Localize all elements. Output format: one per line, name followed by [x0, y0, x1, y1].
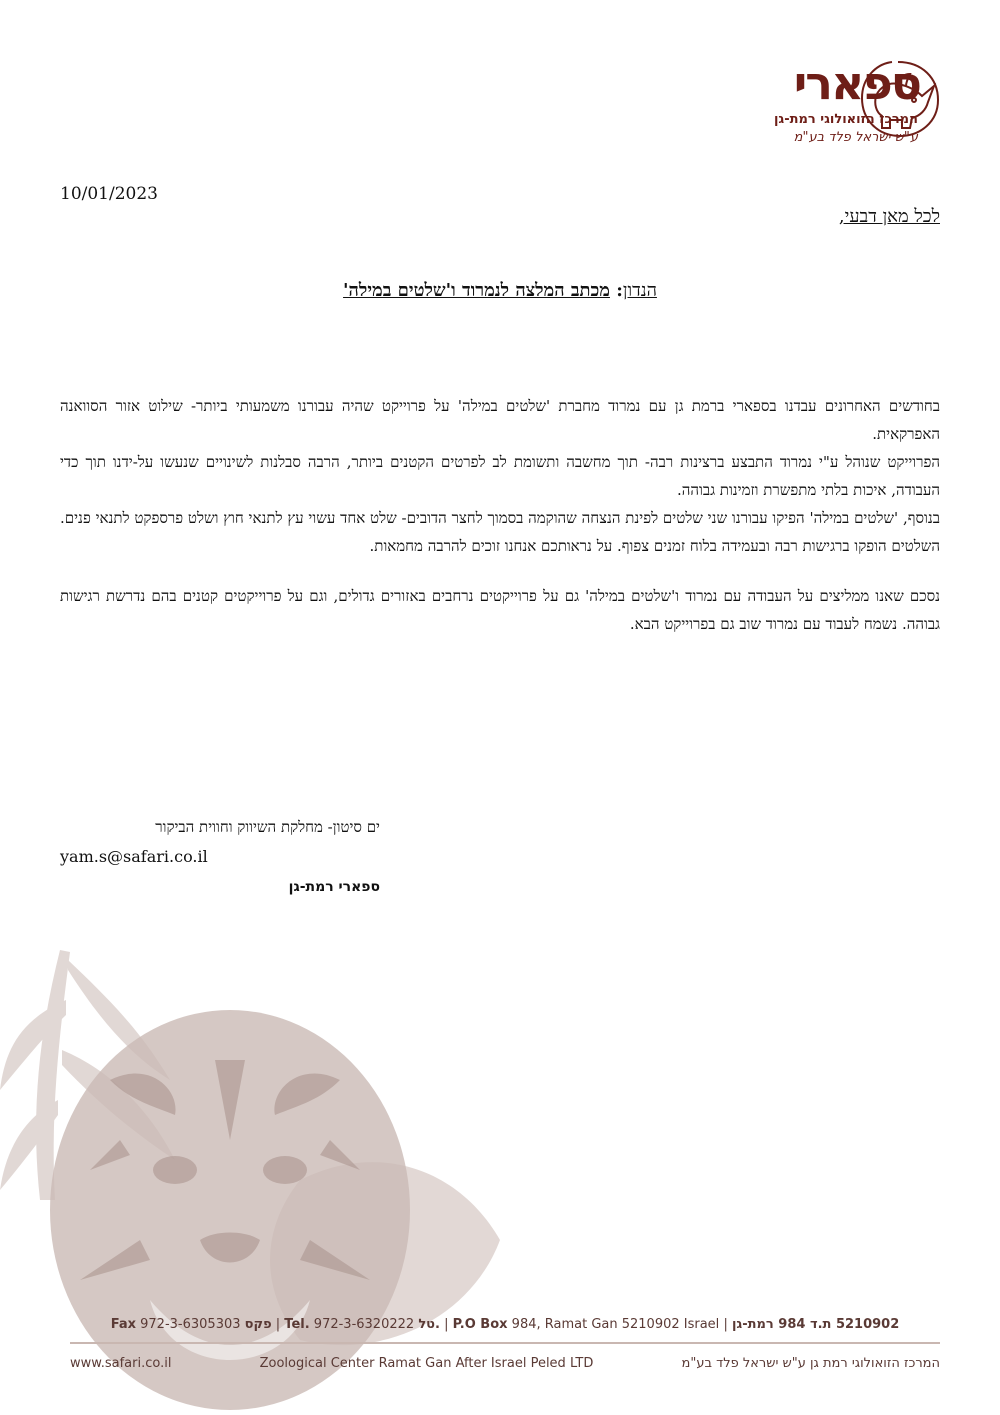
tel-label: Tel. [284, 1317, 310, 1332]
signer-email-link[interactable]: yam.s@safari.co.il [60, 847, 208, 866]
body-paragraph-1: בחודשים האחרונים עבדנו בספארי ברמת גן עם נמרוד מחברת 'שלטים במילה' על פרוייקט שהיה עבורנו משמעותי ביותר- שילוט אזור הסוואנה האפרקאית. [60, 397, 940, 443]
salutation: לכל מאן דבעי, [838, 206, 940, 227]
letter-date: 10/01/2023 [60, 184, 158, 204]
english-company-name: Zoological Center Ramat Gan After Israel Peled LTD [259, 1356, 594, 1371]
fax-heb-label: פקס [244, 1317, 272, 1332]
subject-line [0, 280, 1000, 301]
body-paragraph-4: נסכם שאנו ממליצים על העבודה עם נמרוד ו'שלטים במילה' גם על פרוייקטים נרחבים באזורים גדולים, וגם על פרוייקטים קטנים בהם נדרשת רגישות גבוהה. נשמח לעבוד עם נמרוד שוב גם בפרוייקט הבא. [60, 587, 940, 633]
subject-text: מכתב המלצה לנמרוד ו'שלטים במילה' [343, 280, 610, 301]
hebrew-company-name: המרכז הזואולוגי רמת גן ע"ש ישראל פלד בע"מ [681, 1356, 940, 1371]
tel-heb-label: טל. [418, 1317, 440, 1332]
logo-wordmark: ספארי [793, 56, 920, 110]
logo-subtitle: המרכז הזואולוגי רמת-גן [773, 112, 918, 127]
tel-number: 972-3-6320222 [313, 1317, 415, 1332]
pobox-address: 984, Ramat Gan 5210902 Israel [511, 1317, 720, 1332]
subject-label: הנדון [622, 280, 657, 301]
rhino-logo-icon [856, 56, 942, 140]
website-link[interactable]: www.safari.co.il [70, 1356, 172, 1371]
body-paragraph-3: בנוסף, 'שלטים במילה' הפיקו עבורנו שני שלטים לפינת הנצחה שהוקמה בסמוך לחצר הדובים- שלט אחד עשוי עץ לתנאי חוץ ושלט פרספקט לתנאי פנים. השלטים הופקו ברגישות רבה ובעמידה בלוח זמנים צפוף. על נראותכם אנחנו זוכים להרבה מחמאות. [60, 509, 940, 555]
fax-number: 972-3-6305303 [140, 1317, 241, 1332]
footer-divider [70, 1342, 940, 1344]
footer-identity-line [70, 1356, 940, 1371]
signer-name-role: ים סיטון- מחלקת השיווק וחווית הביקור [155, 818, 380, 836]
subject-colon: : [609, 280, 623, 301]
signature-block [60, 812, 380, 902]
hebrew-address: 5210902 ת.ד 984 רמת-גן [731, 1317, 900, 1332]
signer-organization: ספארי רמת-גן [288, 879, 380, 895]
letter-body [60, 392, 940, 638]
pobox-label: P.O Box [452, 1317, 508, 1332]
footer-contact-line: Fax 972-3-6305303 פקס | Tel. 972-3-6320222 טל. | P.O Box 984, Ramat Gan 5210902 Israel | 5210902 ת.ד 984 רמת-גן [110, 1317, 900, 1332]
logo-subtitle-2: ע"ש ישראל פלד בע"מ [793, 130, 918, 145]
fax-label: Fax [110, 1317, 136, 1332]
body-paragraph-2: הפרוייקט שנוהל ע"י נמרוד התבצע ברצינות רבה- תוך מחשבה ותשומת לב לפרטים הקטנים ביותר, הרבה סבלנות לשינויים שנעשו על-ידנו תוך כדי העבודה, איכות בלתי מתפשרת וזמינות גבוהה. [60, 453, 940, 499]
